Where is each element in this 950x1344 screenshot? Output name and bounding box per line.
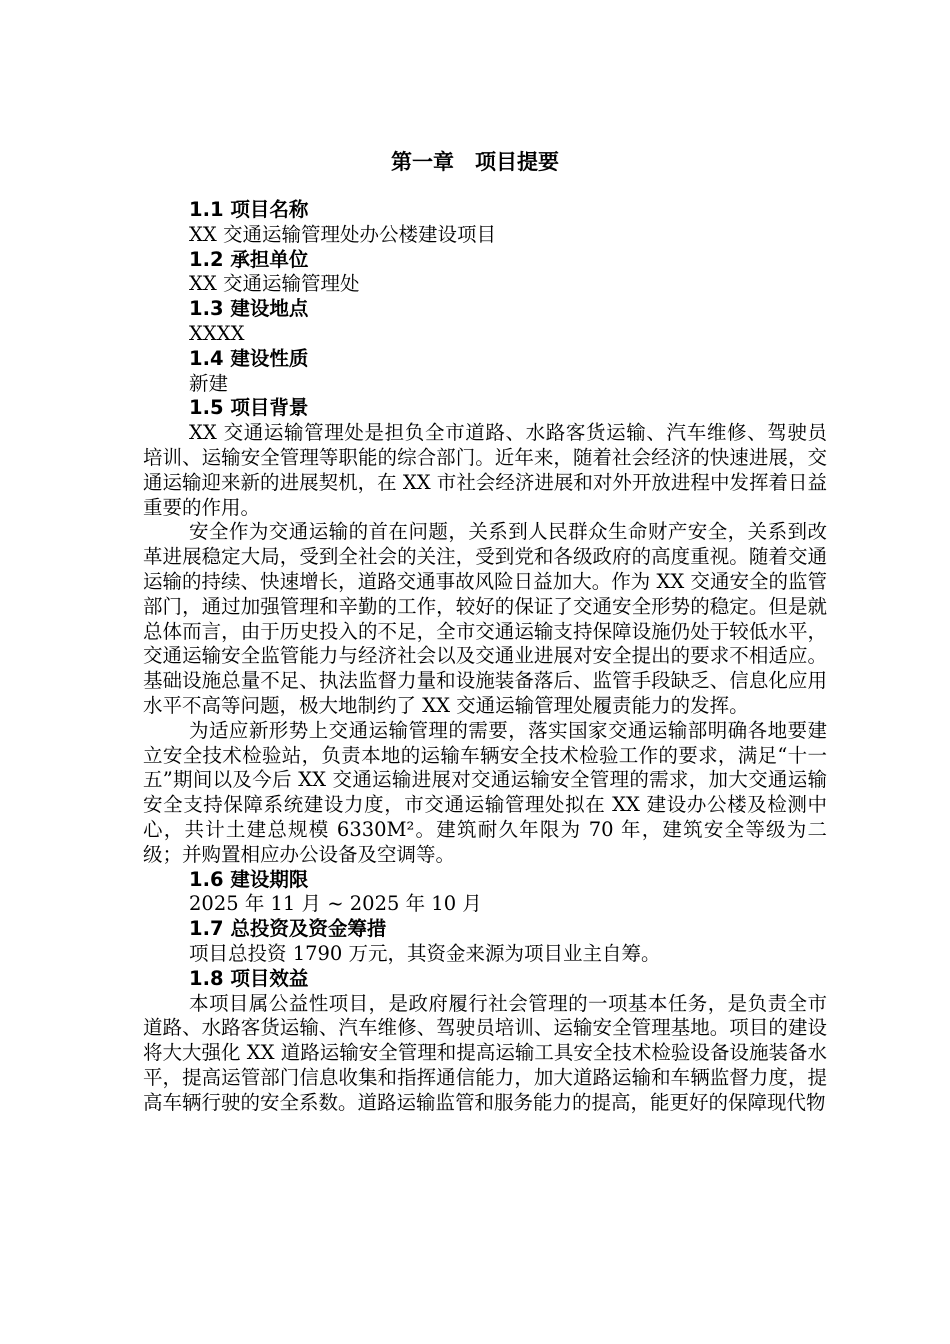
section-text-1-4: 新建 — [189, 371, 229, 395]
background-paragraph-1: XX 交通运输管理处是担负全市道路、水路客货运输、汽车维修、驾驶员培训、运输安全管理等职能的综合部门。近年来，随着社会经济的快速进展，交通运输迎来新的进展契机，在 XX 市社会经济进展和对外开放进程中发挥着日益重要的作用。 — [143, 421, 827, 519]
section-text-1-6: 2025 年 11 月 ~ 2025 年 10 月 — [189, 892, 482, 916]
section-heading-1-7: 1.7 总投资及资金筹措 — [189, 917, 387, 941]
section-heading-1-1: 1.1 项目名称 — [189, 198, 309, 221]
section-heading-1-8: 1.8 项目效益 — [189, 966, 309, 990]
background-paragraph-2: 安全作为交通运输的首在问题，关系到人民群众生命财产安全，关系到改革进展稳定大局，受到全社会的关注，受到党和各级政府的高度重视。随着交通运输的持续、快速增长，道路交通事故风险日益加大。作为 XX 交通安全的监管部门，通过加强管理和辛勤的工作，较好的保证了交通安全形势的稳定。但是就总体而言，由于历史投入的不足，全市交通运输支持保障设施仍处于较低水平，交通运输安全监管能力与经济社会以及交通业进展对安全提出的要求不相适应。基础设施总量不足、执法监督力量和设施装备落后、监管手段缺乏、信息化应用水平不高等问题，极大地制约了 XX 交通运输管理处履责能力的发挥。 — [143, 520, 827, 717]
section-text-1-1: XX 交通运输管理处办公楼建设项目 — [189, 222, 496, 246]
section-text-1-7: 项目总投资 1790 万元，其资金来源为项目业主自筹。 — [189, 941, 661, 965]
section-text-1-3: XXXX — [189, 321, 245, 345]
benefit-paragraph-1: 本项目属公益性项目，是政府履行社会管理的一项基本任务，是负责全市道路、水路客货运输、汽车维修、驾驶员培训、运输安全管理基地。项目的建设将大大强化 XX 道路运输安全管理和提高运输工具安全技术检验设备设施装备水平，提高运管部门信息收集和指挥通信能力，加大道路运输和车辆监督力度，提高车辆行驶的安全系数。道路运输监管和服务能力的提高，能更好的保障现代物 — [143, 991, 827, 1114]
section-heading-1-5: 1.5 项目背景 — [189, 396, 309, 420]
chapter-title: 第一章 项目提要 — [391, 150, 559, 174]
background-paragraph-3: 为适应新形势上交通运输管理的需要，落实国家交通运输部明确各地要建立安全技术检验站，负责本地的运输车辆安全技术检验工作的要求，满足“十一五”期间以及今后 XX 交通运输进展对交通运输安全管理的需求，加大交通运输安全支持保障系统建设力度，市交通运输管理处拟在 XX 建设办公楼及检测中心，共计土建总规模 6330M²。建筑耐久年限为 70 年，建筑安全等级为二级；并购置相应办公设备及空调等。 — [143, 718, 827, 866]
section-heading-1-2: 1.2 承担单位 — [189, 247, 309, 271]
document-body — [143, 198, 827, 1115]
section-heading-1-3: 1.3 建设地点 — [189, 297, 309, 321]
section-heading-1-6: 1.6 建设期限 — [189, 867, 309, 891]
section-heading-1-4: 1.4 建设性质 — [189, 346, 309, 370]
section-text-1-2: XX 交通运输管理处 — [189, 272, 360, 296]
